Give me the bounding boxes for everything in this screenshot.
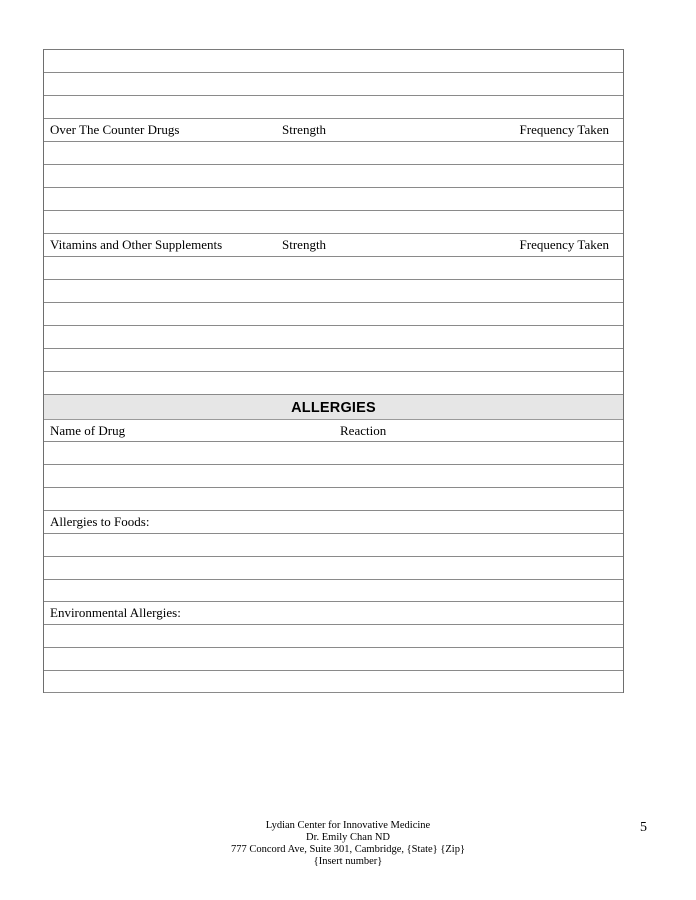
food-allergies-label-row [44, 511, 623, 534]
otc-strength-header: Strength [282, 122, 327, 137]
drug-allergy-entry-row[interactable] [44, 465, 623, 488]
footer-doctor-name: Dr. Emily Chan ND [306, 832, 390, 843]
food-allergy-entry-row[interactable] [44, 557, 623, 580]
food-allergy-entry-row[interactable] [44, 534, 623, 557]
drug-allergy-entry-row[interactable] [44, 442, 623, 465]
allergies-section-header [44, 395, 623, 420]
food-allergies-label: Allergies to Foods: [50, 514, 150, 529]
page-footer [0, 820, 696, 868]
drug-allergy-header-row [44, 420, 623, 442]
footer-clinic-name: Lydian Center for Innovative Medicine [265, 820, 431, 831]
environmental-allergies-label: Environmental Allergies: [50, 605, 181, 620]
drug-name-header: Name of Drug [50, 423, 126, 438]
otc-entry-row[interactable] [44, 188, 623, 211]
vitamins-label: Vitamins and Other Supplements [50, 237, 223, 252]
vitamins-entry-row[interactable] [44, 280, 623, 303]
environmental-allergies-label-row [44, 602, 623, 625]
otc-frequency-header: Frequency Taken [519, 122, 609, 137]
environmental-allergy-entry-row[interactable] [44, 625, 623, 648]
reaction-header: Reaction [340, 423, 387, 438]
vitamins-entry-row[interactable] [44, 349, 623, 372]
otc-entry-row[interactable] [44, 142, 623, 165]
vitamins-entry-row[interactable] [44, 326, 623, 349]
vitamins-entry-row[interactable] [44, 372, 623, 395]
environmental-allergy-entry-row[interactable] [44, 648, 623, 671]
drug-allergy-entry-row[interactable] [44, 488, 623, 511]
footer-phone: {Insert number} [313, 856, 383, 867]
blank-entry-row[interactable] [44, 50, 623, 73]
blank-entry-row[interactable] [44, 96, 623, 119]
vitamins-entry-row[interactable] [44, 303, 623, 326]
blank-entry-row[interactable] [44, 73, 623, 96]
food-allergy-entry-row[interactable] [44, 580, 623, 602]
vitamins-strength-header: Strength [282, 237, 327, 252]
otc-header-row [44, 119, 623, 142]
environmental-allergy-entry-row[interactable] [44, 671, 623, 693]
vitamins-header-row [44, 234, 623, 257]
allergies-title: ALLERGIES [291, 400, 376, 416]
otc-entry-row[interactable] [44, 211, 623, 234]
vitamins-frequency-header: Frequency Taken [519, 237, 609, 252]
intake-form-table [43, 49, 624, 693]
otc-entry-row[interactable] [44, 165, 623, 188]
footer-address: 777 Concord Ave, Suite 301, Cambridge, {State} {Zip} [230, 844, 466, 855]
vitamins-entry-row[interactable] [44, 257, 623, 280]
page-number: 5 [640, 820, 647, 835]
otc-label: Over The Counter Drugs [50, 122, 180, 137]
